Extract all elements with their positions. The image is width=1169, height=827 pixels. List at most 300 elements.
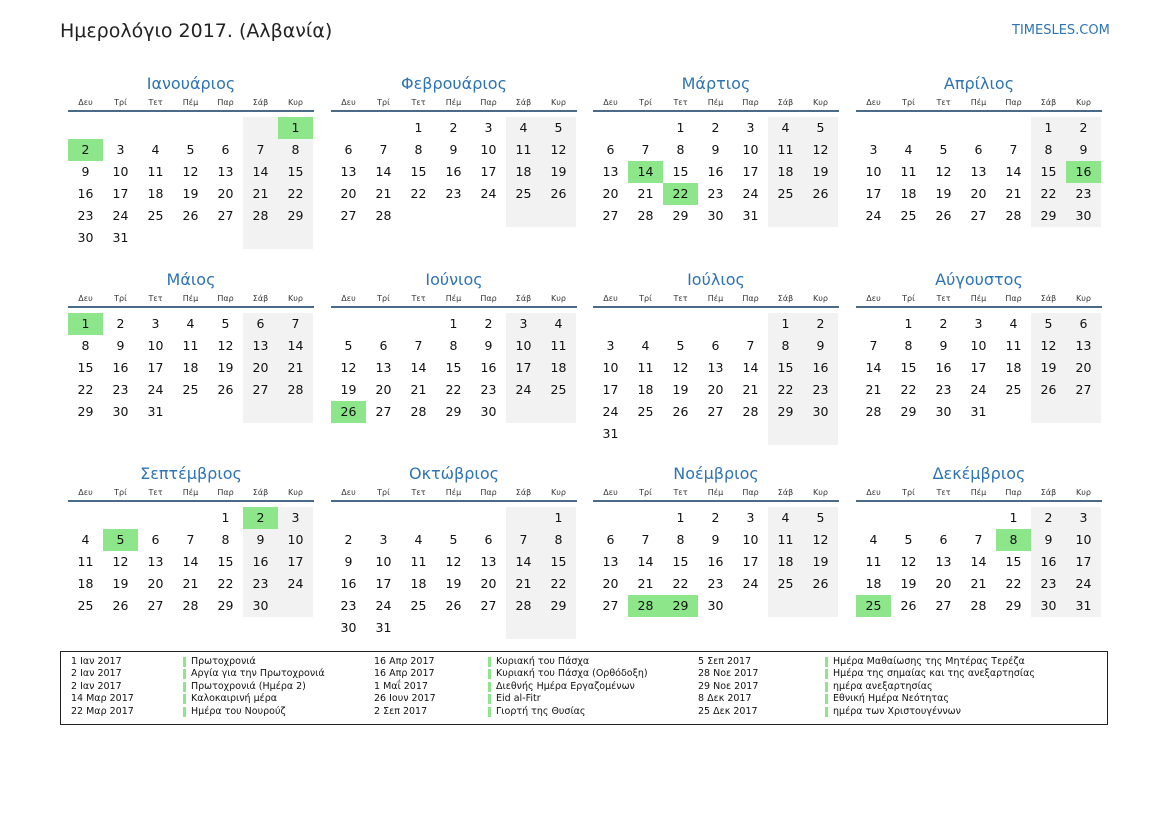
day-cell: 9 <box>116 338 125 353</box>
weekday-header: Πέμ <box>182 294 199 303</box>
weekday-header: Σάβ <box>252 98 269 107</box>
legend-holiday-name: Πρωτοχρονιά (Ημέρα 2) <box>191 680 306 692</box>
holiday-day-cell: 8 <box>996 529 1031 551</box>
day-cell: 23 <box>707 186 724 201</box>
day-cell: 15 <box>217 554 234 569</box>
day-cell: 28 <box>637 208 654 223</box>
day-cell: 12 <box>812 142 829 157</box>
weekday-header: Παρ <box>742 488 759 497</box>
day-cell: 2 <box>711 120 720 135</box>
day-cell: 1 <box>781 316 790 331</box>
header-rule <box>856 500 1102 502</box>
legend-color-marker <box>825 682 828 692</box>
day-cell: 17 <box>147 360 164 375</box>
weekday-header: Τετ <box>936 294 951 303</box>
day-cell: 13 <box>217 164 234 179</box>
day-cell: 20 <box>147 576 164 591</box>
day-cell: 30 <box>340 620 357 635</box>
day-cell: 10 <box>742 532 759 547</box>
day-cell: 19 <box>672 382 689 397</box>
weekday-header: Δευ <box>341 98 356 107</box>
weekday-header: Πέμ <box>707 488 724 497</box>
day-cell: 16 <box>480 360 497 375</box>
day-cell: 10 <box>375 554 392 569</box>
weekday-header: Δευ <box>866 98 881 107</box>
day-cell: 27 <box>375 404 392 419</box>
legend-date: 2 Ιαν 2017 <box>71 668 122 680</box>
day-cell: 30 <box>77 230 94 245</box>
day-cell: 11 <box>865 554 882 569</box>
day-cell: 3 <box>291 510 300 525</box>
day-cell: 3 <box>484 120 493 135</box>
day-cell: 19 <box>340 382 357 397</box>
day-cell: 17 <box>112 186 129 201</box>
day-cell: 10 <box>480 142 497 157</box>
day-cell: 20 <box>217 186 234 201</box>
day-cell: 11 <box>410 554 427 569</box>
day-cell: 7 <box>414 338 423 353</box>
day-cell: 6 <box>1079 316 1088 331</box>
legend-date: 25 Δεκ 2017 <box>698 705 758 717</box>
legend-color-marker <box>825 657 828 667</box>
weekday-header: Τρί <box>377 98 390 107</box>
weekday-header: Δευ <box>78 488 93 497</box>
weekday-header: Πέμ <box>970 488 987 497</box>
header-rule <box>593 306 839 308</box>
day-cell: 24 <box>375 598 392 613</box>
legend-holiday-name: ημέρα των Χριστουγέννων <box>833 705 961 717</box>
day-cell: 12 <box>1040 338 1057 353</box>
day-cell: 15 <box>1005 554 1022 569</box>
day-cell: 24 <box>480 186 497 201</box>
weekday-header: Κυρ <box>288 98 303 107</box>
day-cell: 16 <box>252 554 269 569</box>
day-cell: 27 <box>602 208 619 223</box>
day-cell: 11 <box>637 360 654 375</box>
day-cell: 26 <box>812 576 829 591</box>
day-cell: 3 <box>151 316 160 331</box>
day-cell: 10 <box>865 164 882 179</box>
day-cell: 9 <box>711 532 720 547</box>
weekday-header: Κυρ <box>813 98 828 107</box>
weekday-header: Σάβ <box>1040 294 1057 303</box>
day-cell: 16 <box>707 554 724 569</box>
day-cell: 12 <box>340 360 357 375</box>
header-rule <box>331 500 577 502</box>
day-cell: 2 <box>449 120 458 135</box>
day-cell: 31 <box>1075 598 1092 613</box>
day-cell: 27 <box>707 404 724 419</box>
weekday-header: Πέμ <box>707 294 724 303</box>
day-cell: 19 <box>812 164 829 179</box>
day-cell: 31 <box>112 230 129 245</box>
weekday-header: Κυρ <box>813 294 828 303</box>
holiday-day-cell: 2 <box>243 507 278 529</box>
day-cell: 13 <box>707 360 724 375</box>
legend-color-marker <box>825 669 828 679</box>
day-cell: 12 <box>182 164 199 179</box>
legend-date: 8 Δεκ 2017 <box>698 693 752 705</box>
day-cell: 9 <box>449 142 458 157</box>
day-cell: 16 <box>340 576 357 591</box>
holiday-day-cell: 14 <box>628 161 663 183</box>
weekday-header: Κυρ <box>1076 294 1091 303</box>
weekday-header: Σάβ <box>252 294 269 303</box>
day-cell: 5 <box>344 338 353 353</box>
weekday-header: Κυρ <box>551 98 566 107</box>
weekday-header: Κυρ <box>813 488 828 497</box>
day-cell: 18 <box>637 382 654 397</box>
brand-link[interactable]: TIMESLES.COM <box>1012 23 1110 38</box>
day-cell: 30 <box>480 404 497 419</box>
month-name: Αύγουστος <box>935 270 1023 289</box>
legend-color-marker <box>488 694 491 704</box>
day-cell: 7 <box>974 532 983 547</box>
weekday-header: Παρ <box>1005 294 1022 303</box>
day-cell: 24 <box>147 382 164 397</box>
weekday-header: Τετ <box>936 98 951 107</box>
weekday-header: Παρ <box>742 98 759 107</box>
weekday-header: Τετ <box>673 294 688 303</box>
day-cell: 21 <box>182 576 199 591</box>
legend-date: 16 Απρ 2017 <box>374 656 435 667</box>
day-cell: 17 <box>970 360 987 375</box>
day-cell: 8 <box>1044 142 1053 157</box>
day-cell: 17 <box>742 554 759 569</box>
holiday-legend <box>60 651 1108 725</box>
day-cell: 20 <box>970 186 987 201</box>
day-cell: 23 <box>252 576 269 591</box>
header-rule <box>331 110 577 112</box>
month-name: Οκτώβριος <box>408 464 499 483</box>
day-cell: 22 <box>900 382 917 397</box>
day-cell: 7 <box>379 142 388 157</box>
day-cell: 15 <box>287 164 304 179</box>
day-cell: 5 <box>221 316 230 331</box>
legend-color-marker <box>488 657 491 667</box>
day-cell: 23 <box>77 208 94 223</box>
day-cell: 1 <box>676 510 685 525</box>
day-cell: 20 <box>602 576 619 591</box>
day-cell: 8 <box>81 338 90 353</box>
day-cell: 29 <box>1005 598 1022 613</box>
legend-color-marker <box>183 694 186 704</box>
day-cell: 6 <box>711 338 720 353</box>
weekday-header: Κυρ <box>1076 488 1091 497</box>
weekday-header: Σάβ <box>515 98 532 107</box>
day-cell: 13 <box>375 360 392 375</box>
day-cell: 2 <box>1044 510 1053 525</box>
legend-holiday-name: Διεθνής Ημέρα Εργαζομένων <box>496 680 635 692</box>
month-name: Ιανουάριος <box>146 74 236 93</box>
day-cell: 24 <box>287 576 304 591</box>
weekday-header: Δευ <box>603 488 618 497</box>
legend-color-marker <box>488 707 491 717</box>
day-cell: 1 <box>1044 120 1053 135</box>
day-cell: 3 <box>746 510 755 525</box>
day-cell: 28 <box>252 208 269 223</box>
day-cell: 15 <box>672 164 689 179</box>
legend-holiday-name: Κυριακή του Πάσχα <box>496 656 590 667</box>
legend-color-marker <box>183 669 186 679</box>
day-cell: 11 <box>900 164 917 179</box>
holiday-day-cell: 22 <box>663 183 698 205</box>
weekday-header: Τετ <box>673 98 688 107</box>
day-cell: 26 <box>900 598 917 613</box>
weekday-header: Παρ <box>217 98 234 107</box>
day-cell: 18 <box>865 576 882 591</box>
day-cell: 14 <box>742 360 759 375</box>
day-cell: 21 <box>637 576 654 591</box>
day-cell: 19 <box>900 576 917 591</box>
day-cell: 21 <box>970 576 987 591</box>
day-cell: 15 <box>445 360 462 375</box>
day-cell: 16 <box>77 186 94 201</box>
month-name: Σεπτέμβριος <box>140 464 242 483</box>
day-cell: 28 <box>1005 208 1022 223</box>
day-cell: 18 <box>515 164 532 179</box>
day-cell: 23 <box>935 382 952 397</box>
weekday-header: Σάβ <box>777 98 794 107</box>
day-cell: 21 <box>515 576 532 591</box>
day-cell: 26 <box>112 598 129 613</box>
month-name: Μάιος <box>166 270 216 289</box>
day-cell: 22 <box>217 576 234 591</box>
day-cell: 12 <box>812 532 829 547</box>
day-cell: 30 <box>707 598 724 613</box>
month-name: Μάρτιος <box>681 74 751 93</box>
day-cell: 26 <box>672 404 689 419</box>
day-cell: 11 <box>147 164 164 179</box>
day-cell: 23 <box>480 382 497 397</box>
holiday-day-cell: 28 <box>628 595 663 617</box>
header-rule <box>856 110 1102 112</box>
weekday-header: Τρί <box>902 98 915 107</box>
day-cell: 14 <box>375 164 392 179</box>
day-cell: 9 <box>1044 532 1053 547</box>
header-rule <box>856 306 1102 308</box>
day-cell: 18 <box>550 360 567 375</box>
day-cell: 18 <box>182 360 199 375</box>
day-cell: 21 <box>252 186 269 201</box>
day-cell: 29 <box>900 404 917 419</box>
day-cell: 8 <box>414 142 423 157</box>
day-cell: 4 <box>519 120 528 135</box>
day-cell: 6 <box>256 316 265 331</box>
day-cell: 18 <box>777 164 794 179</box>
day-cell: 21 <box>742 382 759 397</box>
weekday-header: Τρί <box>639 98 652 107</box>
weekday-header: Σάβ <box>515 294 532 303</box>
day-cell: 30 <box>112 404 129 419</box>
day-cell: 4 <box>869 532 878 547</box>
header-rule <box>68 500 314 502</box>
day-cell: 8 <box>291 142 300 157</box>
legend-holiday-name: Ημέρα του Νουρούζ <box>191 705 286 717</box>
day-cell: 24 <box>742 576 759 591</box>
day-cell: 25 <box>777 576 794 591</box>
day-cell: 18 <box>900 186 917 201</box>
day-cell: 23 <box>707 576 724 591</box>
day-cell: 25 <box>550 382 567 397</box>
day-cell: 13 <box>602 554 619 569</box>
legend-holiday-name: Εθνική Ημέρα Νεότητας <box>833 693 949 705</box>
day-cell: 4 <box>186 316 195 331</box>
day-cell: 1 <box>1009 510 1018 525</box>
day-cell: 30 <box>1040 598 1057 613</box>
day-cell: 15 <box>777 360 794 375</box>
day-cell: 4 <box>554 316 563 331</box>
day-cell: 7 <box>256 142 265 157</box>
month-name: Απρίλιος <box>943 74 1015 93</box>
day-cell: 22 <box>287 186 304 201</box>
day-cell: 20 <box>375 382 392 397</box>
day-cell: 29 <box>1040 208 1057 223</box>
month-name: Φεβρουάριος <box>401 74 507 93</box>
weekday-header: Τετ <box>673 488 688 497</box>
day-cell: 31 <box>375 620 392 635</box>
day-cell: 26 <box>217 382 234 397</box>
day-cell: 6 <box>606 142 615 157</box>
legend-holiday-name: Ημέρα της σημαίας και της ανεξαρτησίας <box>833 668 1035 680</box>
day-cell: 8 <box>221 532 230 547</box>
day-cell: 4 <box>904 142 913 157</box>
day-cell: 24 <box>742 186 759 201</box>
header-rule <box>68 110 314 112</box>
day-cell: 2 <box>939 316 948 331</box>
day-cell: 4 <box>641 338 650 353</box>
legend-date: 2 Σεπ 2017 <box>374 705 428 717</box>
day-cell: 11 <box>1005 338 1022 353</box>
day-cell: 20 <box>480 576 497 591</box>
day-cell: 13 <box>480 554 497 569</box>
day-cell: 4 <box>151 142 160 157</box>
day-cell: 28 <box>287 382 304 397</box>
legend-color-marker <box>825 694 828 704</box>
day-cell: 5 <box>1044 316 1053 331</box>
day-cell: 6 <box>379 338 388 353</box>
day-cell: 16 <box>935 360 952 375</box>
weekday-header: Δευ <box>78 98 93 107</box>
day-cell: 14 <box>252 164 269 179</box>
day-cell: 4 <box>781 510 790 525</box>
day-cell: 10 <box>112 164 129 179</box>
weekday-header: Τρί <box>114 488 127 497</box>
day-cell: 17 <box>480 164 497 179</box>
day-cell: 3 <box>974 316 983 331</box>
weekday-header: Τρί <box>902 488 915 497</box>
weekday-header: Τετ <box>148 98 163 107</box>
day-cell: 17 <box>515 360 532 375</box>
day-cell: 21 <box>865 382 882 397</box>
legend-date: 26 Ιουν 2017 <box>374 693 436 705</box>
day-cell: 22 <box>1040 186 1057 201</box>
day-cell: 18 <box>410 576 427 591</box>
day-cell: 16 <box>812 360 829 375</box>
weekday-header: Παρ <box>1005 98 1022 107</box>
day-cell: 11 <box>77 554 94 569</box>
holiday-day-cell: 5 <box>103 529 138 551</box>
day-cell: 24 <box>112 208 129 223</box>
day-cell: 25 <box>515 186 532 201</box>
day-cell: 14 <box>287 338 304 353</box>
day-cell: 25 <box>77 598 94 613</box>
day-cell: 3 <box>869 142 878 157</box>
day-cell: 29 <box>445 404 462 419</box>
day-cell: 15 <box>550 554 567 569</box>
day-cell: 22 <box>672 576 689 591</box>
day-cell: 30 <box>252 598 269 613</box>
day-cell: 13 <box>340 164 357 179</box>
weekday-header: Πέμ <box>182 488 199 497</box>
day-cell: 31 <box>742 208 759 223</box>
day-cell: 20 <box>1075 360 1092 375</box>
month-name: Νοέμβριος <box>673 464 759 483</box>
day-cell: 19 <box>1040 360 1057 375</box>
legend-date: 2 Ιαν 2017 <box>71 680 122 692</box>
weekday-header: Τετ <box>148 488 163 497</box>
holiday-day-cell: 16 <box>1066 161 1101 183</box>
day-cell: 29 <box>287 208 304 223</box>
legend-date: 29 Νοε 2017 <box>698 680 759 692</box>
day-cell: 14 <box>637 554 654 569</box>
day-cell: 1 <box>221 510 230 525</box>
day-cell: 14 <box>970 554 987 569</box>
day-cell: 27 <box>480 598 497 613</box>
day-cell: 7 <box>869 338 878 353</box>
legend-holiday-name: Κυριακή του Πάσχα (Ορθόδοξη) <box>496 668 648 680</box>
weekday-header: Τρί <box>902 294 915 303</box>
day-cell: 17 <box>1075 554 1092 569</box>
day-cell: 24 <box>865 208 882 223</box>
weekday-header: Δευ <box>341 294 356 303</box>
weekday-header: Δευ <box>866 488 881 497</box>
day-cell: 2 <box>816 316 825 331</box>
day-cell: 5 <box>904 532 913 547</box>
day-cell: 6 <box>974 142 983 157</box>
day-cell: 25 <box>410 598 427 613</box>
day-cell: 19 <box>112 576 129 591</box>
header-rule <box>593 500 839 502</box>
day-cell: 11 <box>182 338 199 353</box>
day-cell: 4 <box>781 120 790 135</box>
legend-holiday-name: Eid al-Fitr <box>496 693 541 705</box>
weekday-header: Δευ <box>866 294 881 303</box>
day-cell: 28 <box>375 208 392 223</box>
day-cell: 1 <box>676 120 685 135</box>
day-cell: 17 <box>287 554 304 569</box>
day-cell: 5 <box>449 532 458 547</box>
day-cell: 26 <box>550 186 567 201</box>
day-cell: 27 <box>340 208 357 223</box>
day-cell: 5 <box>939 142 948 157</box>
weekday-header: Τρί <box>639 488 652 497</box>
day-cell: 14 <box>1005 164 1022 179</box>
legend-date: 1 Ιαν 2017 <box>71 656 122 667</box>
weekday-header: Δευ <box>78 294 93 303</box>
day-cell: 16 <box>1040 554 1057 569</box>
day-cell: 24 <box>602 404 619 419</box>
day-cell: 30 <box>1075 208 1092 223</box>
legend-date: 22 Μαρ 2017 <box>71 705 134 717</box>
day-cell: 21 <box>410 382 427 397</box>
day-cell: 3 <box>1079 510 1088 525</box>
header-rule <box>68 306 314 308</box>
legend-date: 5 Σεπ 2017 <box>698 656 752 667</box>
weekday-header: Τρί <box>377 488 390 497</box>
day-cell: 28 <box>742 404 759 419</box>
weekday-header: Παρ <box>480 98 497 107</box>
